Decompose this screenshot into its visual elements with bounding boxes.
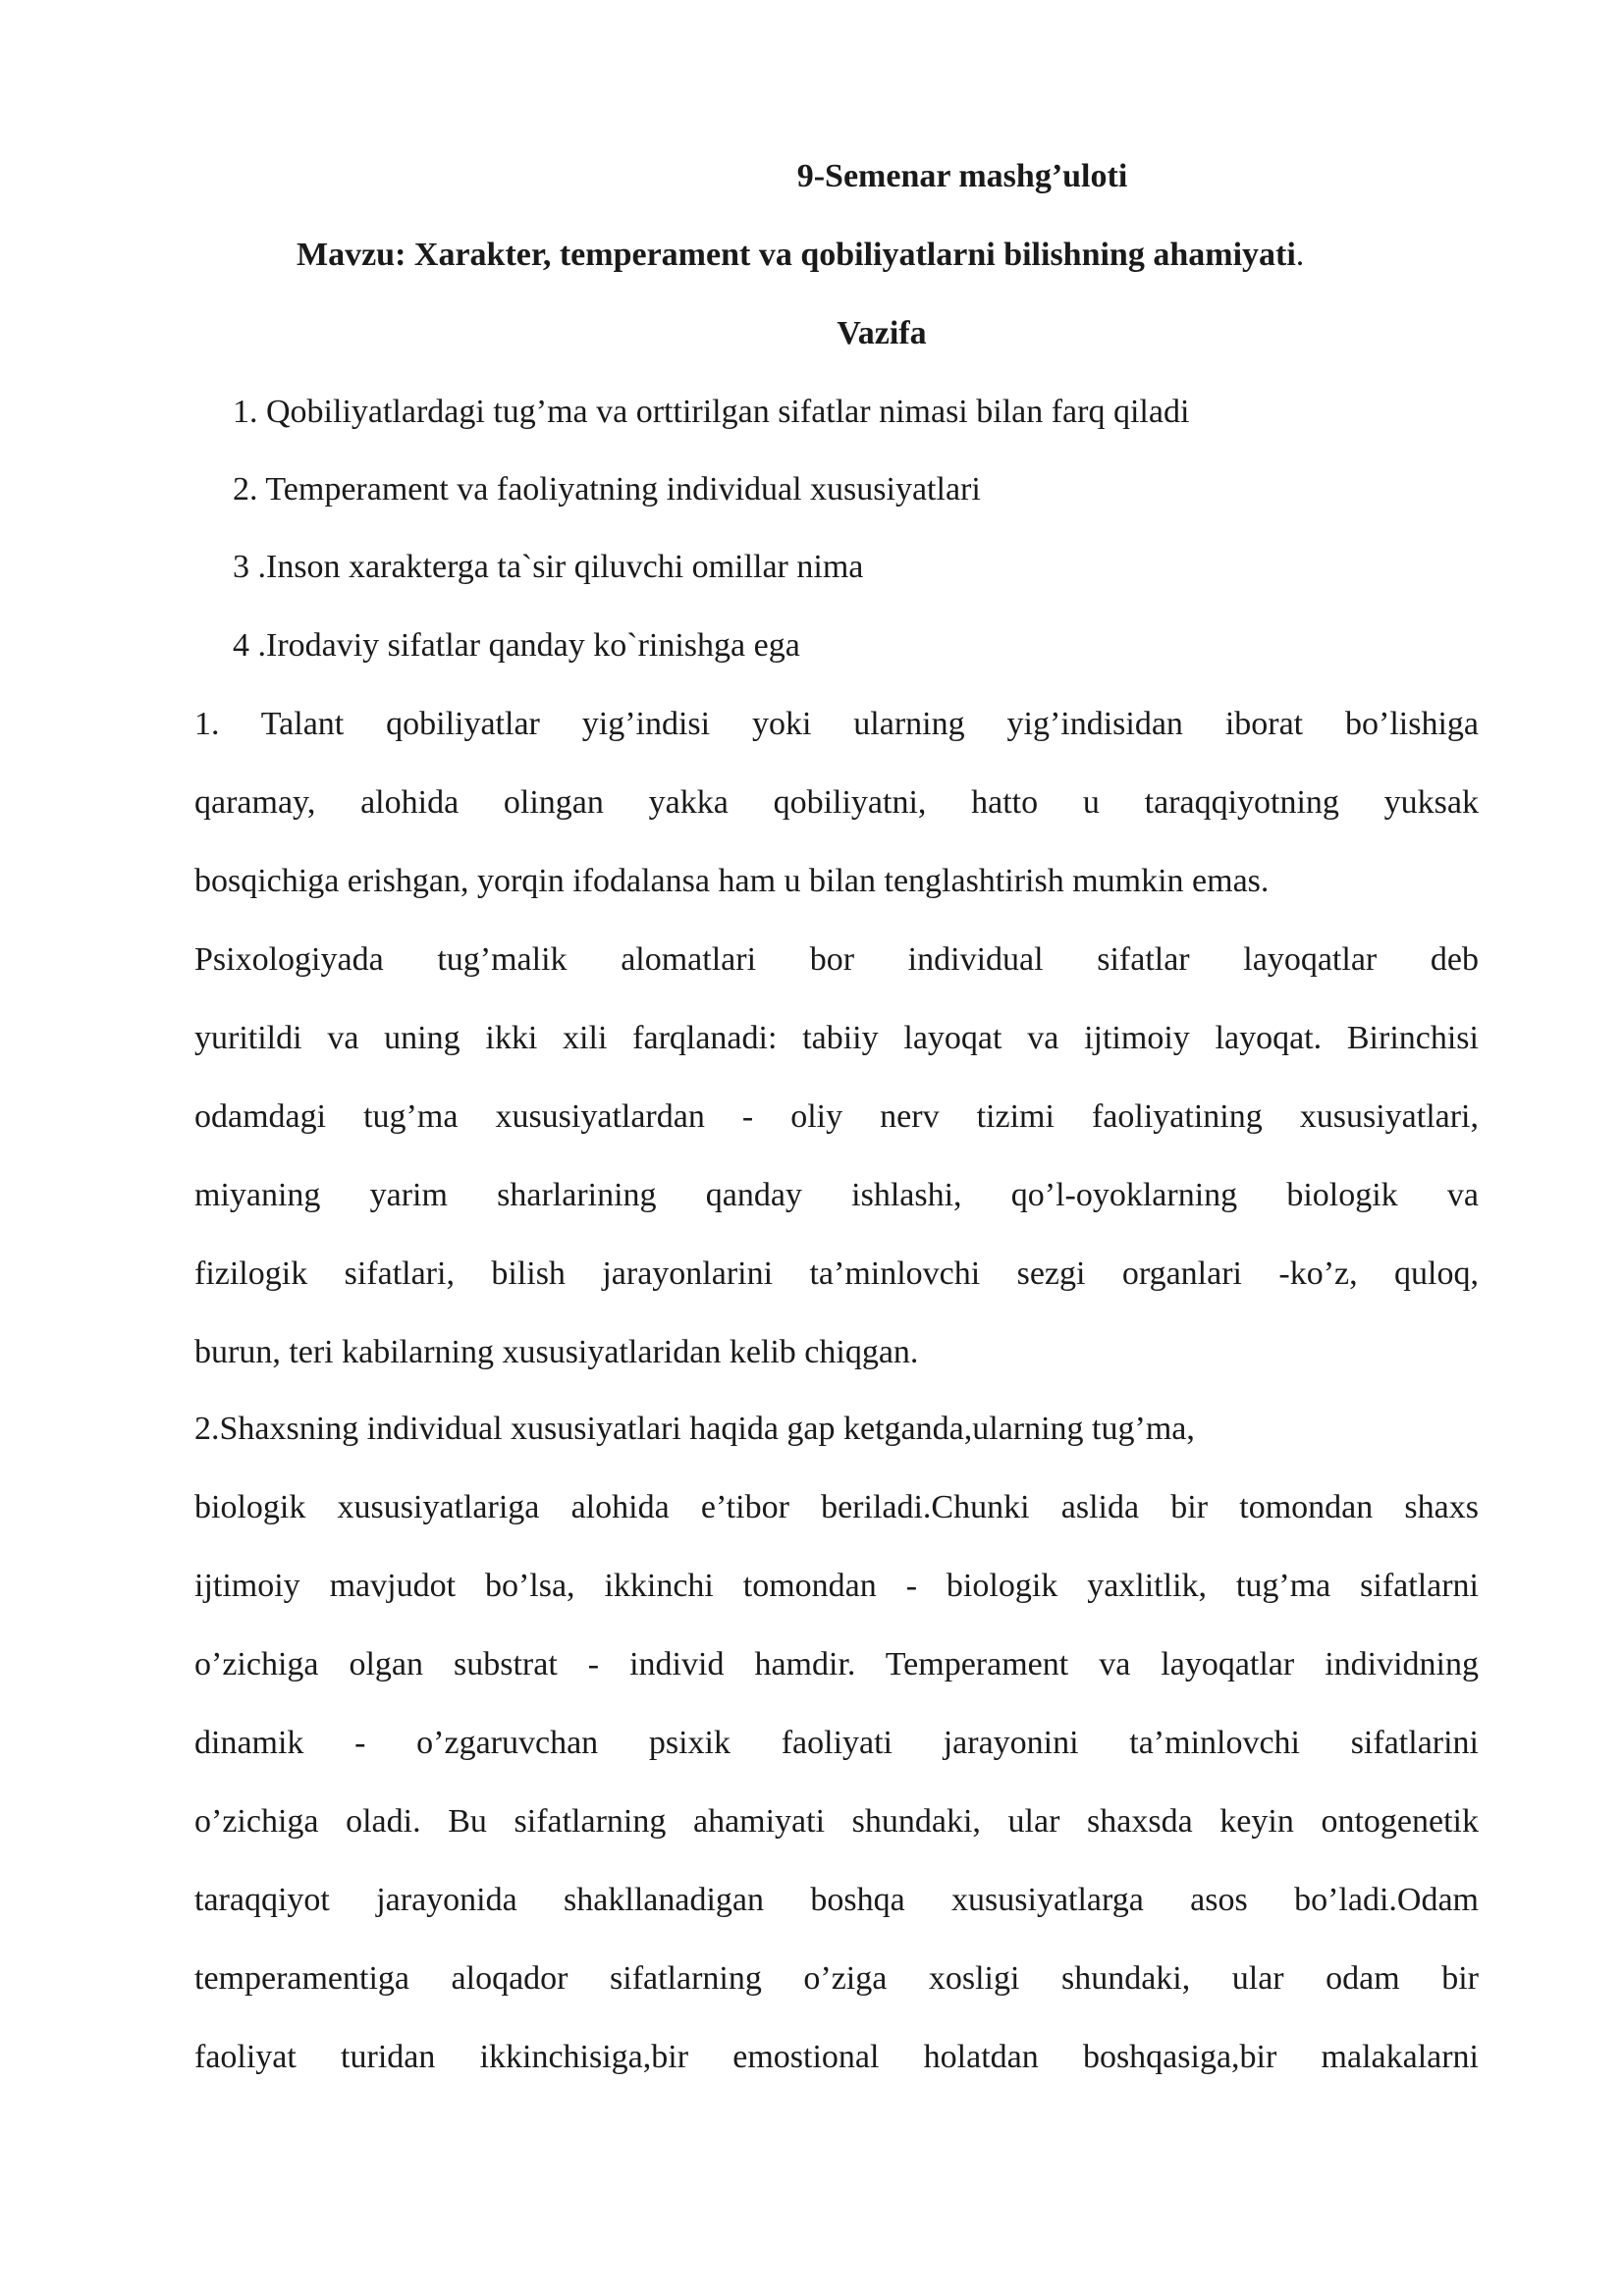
task-item: 4 .Irodaviy sifatlar qanday ko`rinishga ega [233, 627, 800, 664]
task-item: 3 .Inson xarakterga ta`sir qiluvchi omillar nima [233, 549, 864, 585]
answer-2-line: faoliyat turidan ikkinchisiga,bir emostional holatdan boshqasiga,bir malakalarni [194, 2039, 1479, 2075]
answer-1-line: qaramay, alohida olingan yakka qobiliyatni, hatto u taraqqiyotning yuksak [194, 784, 1479, 821]
answer-1-line: Psixologiyada tug’malik alomatlari bor individual sifatlar layoqatlar deb [194, 941, 1479, 978]
answer-1-line: odamdagi tug’ma xususiyatlardan - oliy nerv tizimi faoliyatining xususiyatlari, [194, 1098, 1479, 1135]
task-item: 2. Temperament va faoliyatning individual xususiyatlari [233, 471, 981, 507]
answer-1-line: yuritildi va uning ikki xili farqlanadi: tabiiy layoqat va ijtimoiy layoqat. Birinchisi [194, 1020, 1479, 1056]
task-item: 1. Qobiliyatlardagi tug’ma va orttirilgan sifatlar nimasi bilan farq qiladi [233, 394, 1190, 430]
answer-1-line: 1. Talant qobiliyatlar yig’indisi yoki ularning yig’indisidan iborat bo’lishiga [194, 706, 1479, 742]
answer-2-line: dinamik - o’zgaruvchan psixik faoliyati jarayonini ta’minlovchi sifatlarini [194, 1725, 1479, 1761]
topic-label: Mavzu: Xarakter, temperament va qobiliyatlarni bilishning ahamiyati [297, 237, 1296, 273]
answer-2-line: biologik xususiyatlariga alohida e’tibor beriladi.Chunki aslida bir tomondan shaxs [194, 1489, 1479, 1525]
answer-2-line: o’zichiga olgan substrat - individ hamdir. Temperament va layoqatlar individning [194, 1646, 1479, 1682]
topic-heading [297, 236, 1475, 275]
tasks-heading: Vazifa [837, 315, 927, 351]
answer-2-line: ijtimoiy mavjudot bo’lsa, ikkinchi tomondan - biologik yaxlitlik, tug’ma sifatlarni [194, 1568, 1479, 1604]
answer-2-line: 2.Shaxsning individual xususiyatlari haqida gap ketganda,ularning tug’ma, [194, 1411, 1195, 1447]
answer-1-line: bosqichiga erishgan, yorqin ifodalansa ham u bilan tenglashtirish mumkin emas. [194, 863, 1270, 899]
answer-1-line: fizilogik sifatlari, bilish jarayonlarini ta’minlovchi sezgi organlari -ko’z, quloq, [194, 1255, 1479, 1292]
topic-period: . [1295, 237, 1305, 273]
answer-2-line: temperamentiga aloqador sifatlarning o’ziga xosligi shundaki, ular odam bir [194, 1960, 1479, 1997]
seminar-title: 9-Semenar mashg’uloti [796, 158, 1128, 194]
answer-2-line: o’zichiga oladi. Bu sifatlarning ahamiyati shundaki, ular shaxsda keyin ontogenetik [194, 1803, 1479, 1840]
answer-1-line: burun, teri kabilarning xususiyatlaridan kelib chiqgan. [194, 1334, 919, 1370]
answer-1-line: miyaning yarim sharlarining qanday ishlashi, qo’l-oyoklarning biologik va [194, 1177, 1479, 1213]
answer-2-line: taraqqiyot jarayonida shakllanadigan boshqa xususiyatlarga asos bo’ladi.Odam [194, 1882, 1479, 1918]
